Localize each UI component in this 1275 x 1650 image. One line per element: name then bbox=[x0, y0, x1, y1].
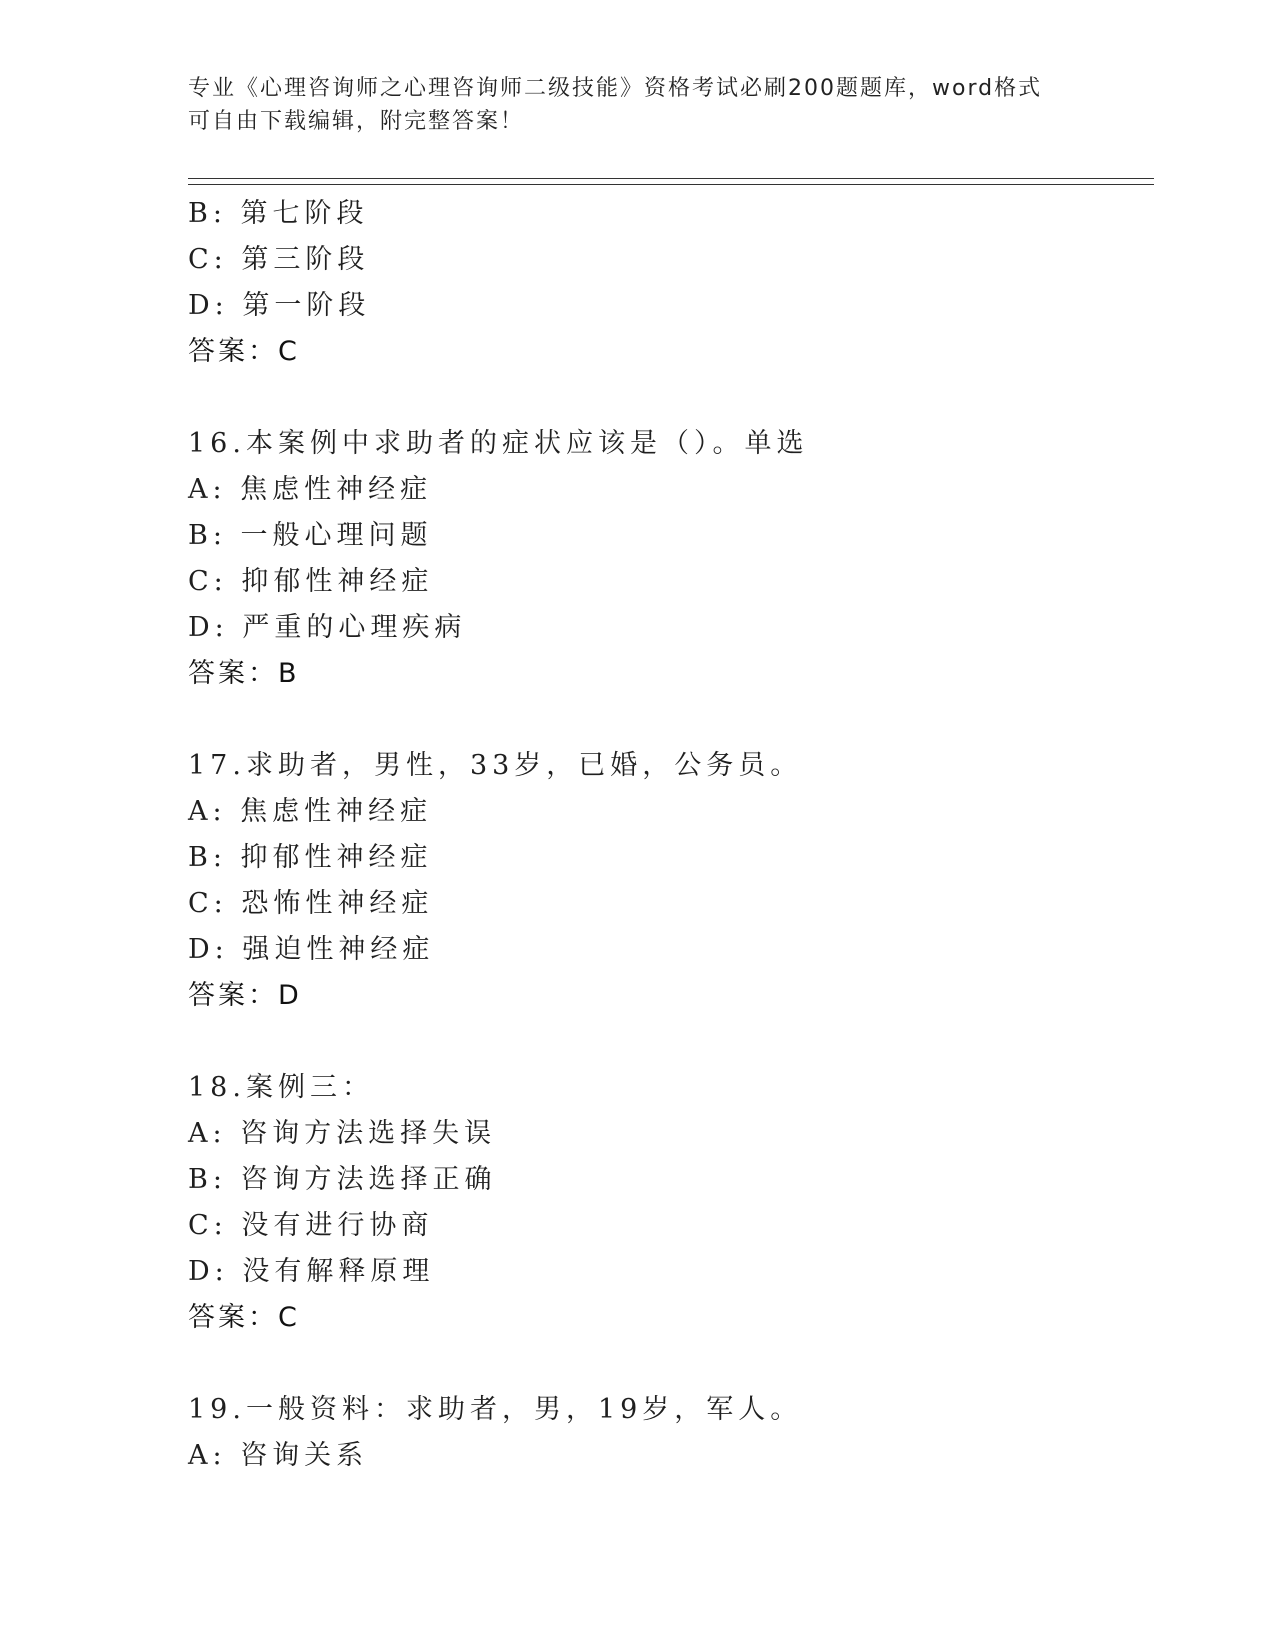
header-rule-top bbox=[188, 178, 1154, 179]
header-line-1: 专业《心理咨询师之心理咨询师二级技能》资格考试必刷200题题库，word格式 bbox=[188, 76, 1043, 101]
answer-line: 答案：C bbox=[188, 1302, 300, 1333]
question-block-15-continued bbox=[188, 191, 1148, 375]
option-b: B: 抑郁性神经症 bbox=[188, 842, 433, 873]
answer-line: 答案：B bbox=[188, 658, 300, 689]
option-a: A: 咨询方法选择失误 bbox=[188, 1118, 497, 1149]
answer-line: 答案：C bbox=[188, 336, 300, 367]
option-b: B: 咨询方法选择正确 bbox=[188, 1164, 497, 1195]
option-a: A: 咨询关系 bbox=[188, 1440, 369, 1471]
question-stem: 17.求助者，男性，33岁，已婚，公务员。 bbox=[188, 750, 803, 781]
option-c: C: 恐怖性神经症 bbox=[188, 888, 434, 919]
option-d: D: 第一阶段 bbox=[188, 290, 371, 321]
question-block-17 bbox=[188, 743, 1148, 1019]
spacer bbox=[188, 1019, 1148, 1065]
option-b: B: 第七阶段 bbox=[188, 198, 369, 229]
question-stem: 19.一般资料：求助者，男，19岁，军人。 bbox=[188, 1394, 803, 1425]
option-c: C: 没有进行协商 bbox=[188, 1210, 434, 1241]
question-block-19 bbox=[188, 1387, 1148, 1479]
spacer bbox=[188, 697, 1148, 743]
option-d: D: 强迫性神经症 bbox=[188, 934, 435, 965]
option-d: D: 严重的心理疾病 bbox=[188, 612, 467, 643]
option-c: C: 抑郁性神经症 bbox=[188, 566, 434, 597]
question-block-18 bbox=[188, 1065, 1148, 1341]
header-line-2: 可自由下载编辑，附完整答案！ bbox=[188, 109, 525, 134]
answer-line: 答案：D bbox=[188, 980, 302, 1011]
option-a: A: 焦虑性神经症 bbox=[188, 796, 433, 827]
spacer bbox=[188, 375, 1148, 421]
option-d: D: 没有解释原理 bbox=[188, 1256, 435, 1287]
question-block-16 bbox=[188, 421, 1148, 697]
spacer bbox=[188, 1341, 1148, 1387]
question-list bbox=[188, 191, 1148, 1479]
option-b: B: 一般心理问题 bbox=[188, 520, 433, 551]
header-rule-bottom bbox=[188, 184, 1154, 185]
question-stem: 18.案例三： bbox=[188, 1072, 374, 1103]
option-a: A: 焦虑性神经症 bbox=[188, 474, 433, 505]
option-c: C: 第三阶段 bbox=[188, 244, 370, 275]
document-header bbox=[188, 72, 1088, 138]
question-stem: 16.本案例中求助者的症状应该是（）。单选 bbox=[188, 428, 809, 459]
